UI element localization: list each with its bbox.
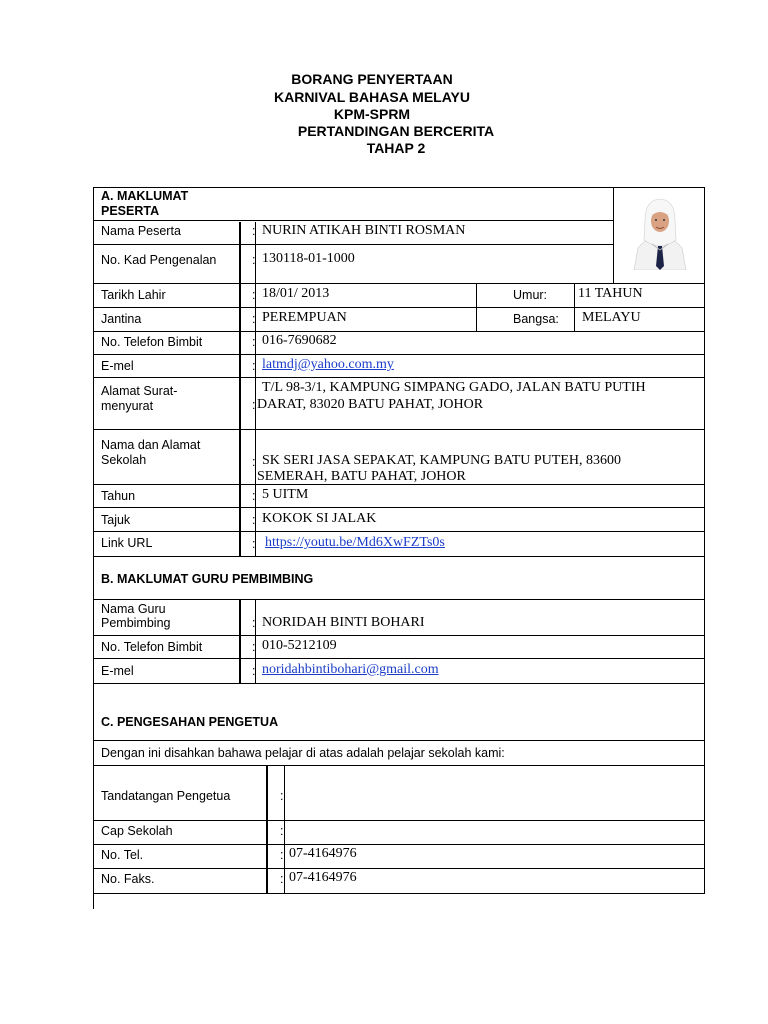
header-line-2: KARNIVAL BAHASA MELAYU	[273, 89, 470, 105]
student-photo	[626, 194, 694, 270]
header-line-3: KPM-SPRM	[333, 106, 411, 122]
year-label: Tahun	[101, 489, 136, 503]
tel-label: No. Tel.	[101, 848, 144, 862]
colon: :	[252, 455, 256, 469]
signature-label: Tandatangan Pengetua	[101, 789, 231, 803]
colon: :	[280, 789, 284, 803]
section-a-title: A. MAKLUMAT	[101, 189, 189, 203]
school-line-1: SK SERI JASA SEPAKAT, KAMPUNG BATU PUTEH, 83600	[262, 453, 622, 468]
colon: :	[252, 359, 256, 373]
colon: :	[252, 640, 256, 654]
colon: :	[280, 872, 284, 886]
url-label: Link URL	[101, 536, 153, 550]
colon: :	[252, 335, 256, 349]
age-label: Umur:	[513, 288, 548, 302]
signature-field[interactable]	[286, 766, 704, 820]
year-value: 5 UITM	[262, 487, 309, 502]
phone-value: 016-7690682	[262, 333, 337, 348]
ic-value: 130118-01-1000	[262, 251, 355, 266]
teacher-phone-value: 010-5212109	[262, 638, 337, 653]
address-label: Alamat Surat-	[101, 384, 178, 398]
colon: :	[252, 537, 256, 551]
colon: :	[252, 489, 256, 503]
stamp-label: Cap Sekolah	[101, 824, 173, 838]
colon: :	[252, 224, 256, 238]
topic-value: KOKOK SI JALAK	[262, 511, 377, 526]
gender-value: PEREMPUAN	[262, 310, 347, 325]
colon: :	[252, 616, 256, 630]
fax-value: 07-4164976	[289, 870, 357, 885]
dob-value: 18/01/ 2013	[262, 286, 330, 301]
colon: :	[252, 253, 256, 267]
colon: :	[252, 513, 256, 527]
teacher-email-label: E-mel	[101, 664, 134, 678]
section-a-title-2: PESERTA	[101, 204, 160, 218]
header-line-1: BORANG PENYERTAAN	[291, 71, 453, 87]
email-link[interactable]: latmdj@yahoo.com.my	[262, 357, 394, 372]
colon: :	[252, 288, 256, 302]
teacher-phone-label: No. Telefon Bimbit	[101, 640, 203, 654]
school-line-2: SEMERAH, BATU PAHAT, JOHOR	[257, 469, 466, 484]
gender-label: Jantina	[101, 312, 142, 326]
school-label-2: Sekolah	[101, 453, 147, 467]
fax-label: No. Faks.	[101, 872, 155, 886]
address-line-1: T/L 98-3/1, KAMPUNG SIMPANG GADO, JALAN BATU PUTIH	[262, 380, 646, 395]
email-label: E-mel	[101, 359, 134, 373]
confirmation-statement: Dengan ini disahkan bahawa pelajar di atas adalah pelajar sekolah kami:	[101, 746, 505, 760]
colon: :	[252, 398, 256, 412]
colon: :	[252, 312, 256, 326]
teacher-email-link[interactable]: noridahbintibohari@gmail.com	[262, 662, 439, 677]
header-line-5: TAHAP 2	[366, 140, 426, 156]
dob-label: Tarikh Lahir	[101, 288, 166, 302]
age-value: 11 TAHUN	[578, 286, 643, 301]
nama-peserta-value: NURIN ATIKAH BINTI ROSMAN	[262, 223, 466, 238]
race-value: MELAYU	[582, 310, 641, 325]
header-line-4: PERTANDINGAN BERCERITA	[297, 123, 495, 139]
colon: :	[252, 664, 256, 678]
teacher-label: Nama Guru	[101, 602, 166, 616]
section-b-title: B. MAKLUMAT GURU PEMBIMBING	[101, 572, 314, 586]
tel-value: 07-4164976	[289, 846, 357, 861]
teacher-label-2: Pembimbing	[101, 616, 171, 630]
url-link[interactable]: https://youtu.be/Md6XwFZTs0s	[265, 535, 445, 550]
section-c-title: C. PENGESAHAN PENGETUA	[101, 715, 279, 729]
address-label-2: menyurat	[101, 399, 154, 413]
nama-peserta-label: Nama Peserta	[101, 224, 181, 238]
ic-label: No. Kad Pengenalan	[101, 253, 217, 267]
school-label: Nama dan Alamat	[101, 438, 201, 452]
phone-label: No. Telefon Bimbit	[101, 335, 203, 349]
colon: :	[280, 848, 284, 862]
address-line-2: DARAT, 83020 BATU PAHAT, JOHOR	[257, 397, 484, 412]
teacher-value: NORIDAH BINTI BOHARI	[262, 615, 425, 630]
race-label: Bangsa:	[513, 312, 559, 326]
colon: :	[280, 824, 284, 838]
topic-label: Tajuk	[101, 513, 131, 527]
